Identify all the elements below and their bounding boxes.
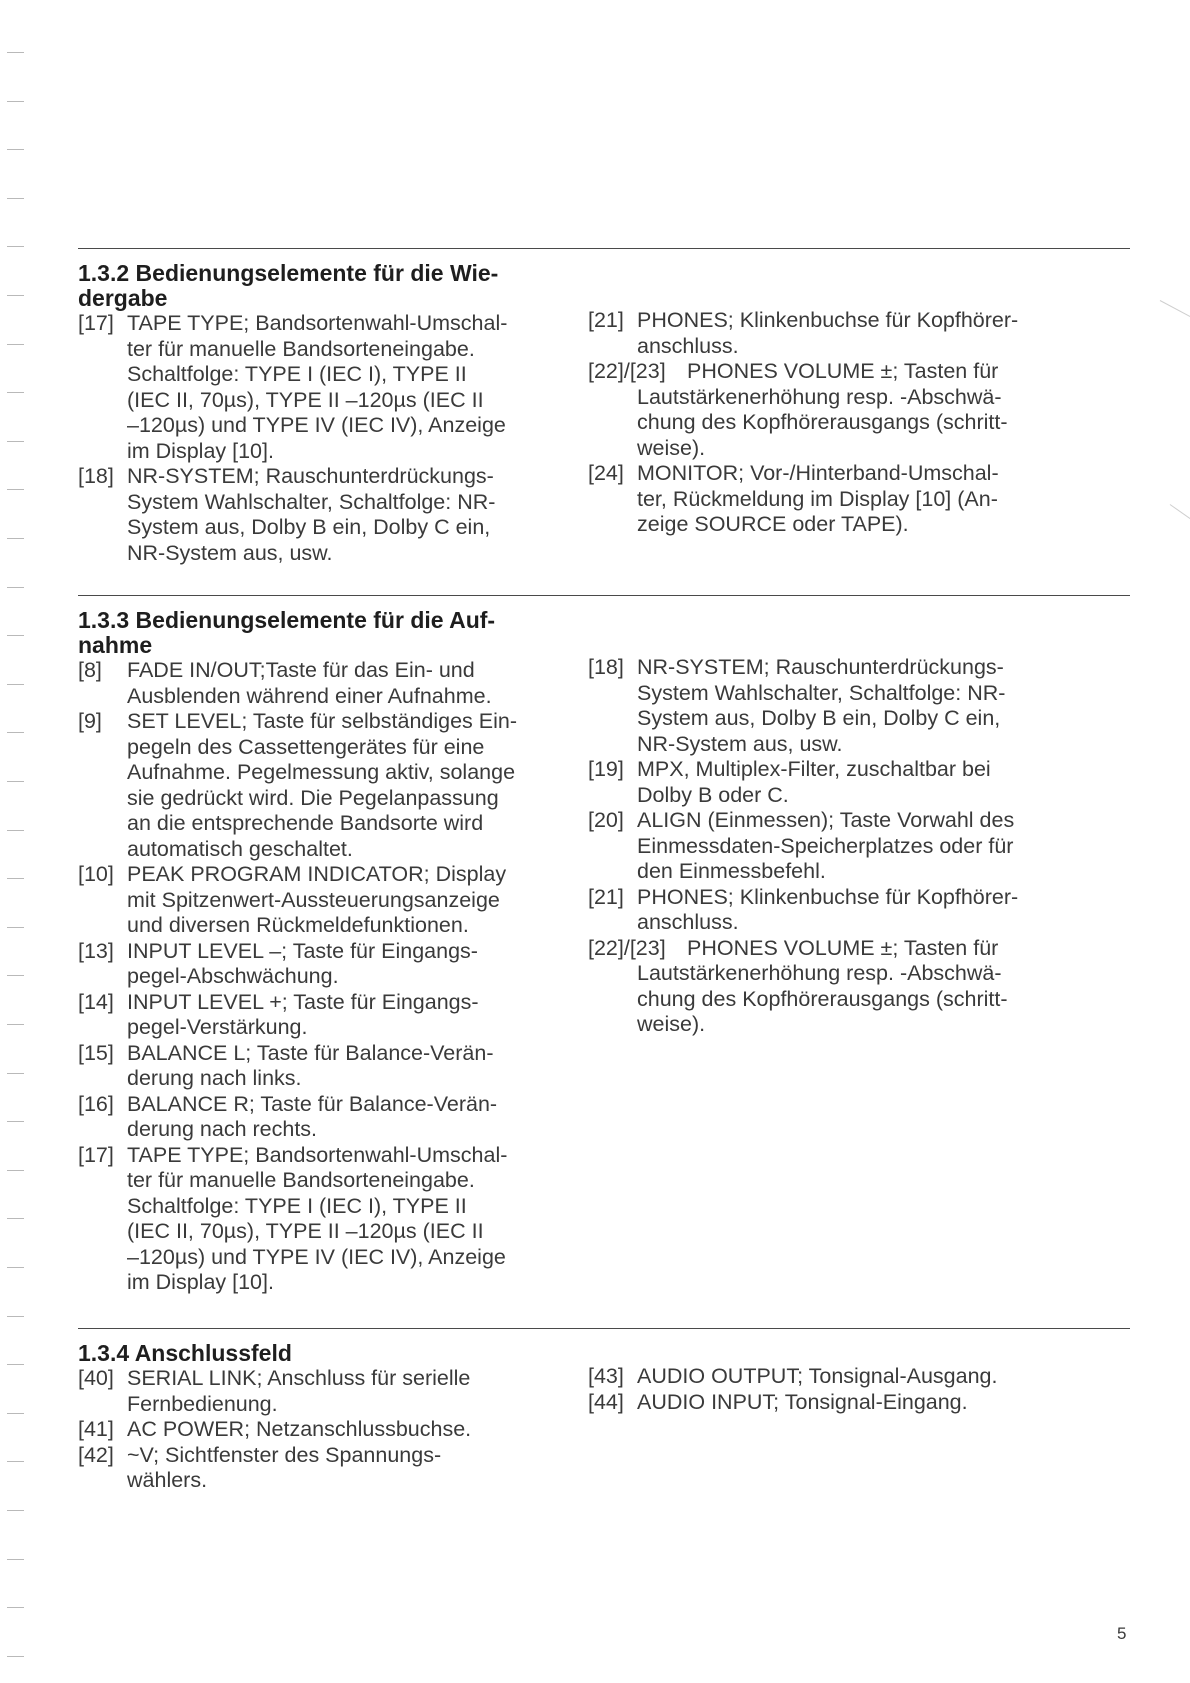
item-text-line: weise).: [637, 1012, 706, 1036]
section-rule: [78, 248, 1130, 249]
item-list: [588, 308, 1130, 538]
margin-tick: [7, 149, 24, 150]
section-recording: [78, 595, 1130, 1294]
item-text-line: NR-System aus, usw.: [637, 731, 843, 756]
item-text-line: Lautstärkenerhöhung resp. -Abschwä-: [637, 961, 1002, 985]
list-item: [78, 709, 578, 862]
list-item: [588, 885, 1130, 936]
heading-line: dergabe: [78, 285, 168, 311]
section-playback: [78, 248, 1130, 565]
item-text-line: TAPE TYPE; Bandsortenwahl-Umschal-: [127, 1142, 508, 1167]
item-text-line: AUDIO OUTPUT; Tonsignal-Ausgang.: [637, 1364, 998, 1388]
item-number: [21]: [588, 884, 624, 909]
margin-tick: [7, 1218, 24, 1219]
item-text-line: –120µs) und TYPE IV (IEC IV), Anzeige: [127, 413, 506, 437]
list-item: [588, 461, 1130, 538]
item-text-line: –120µs) und TYPE IV (IEC IV), Anzeige: [127, 1244, 506, 1269]
item-text-line: BALANCE L; Taste für Balance-Verän-: [127, 1040, 494, 1065]
item-number: [42]: [78, 1442, 114, 1467]
margin-tick: [7, 635, 24, 636]
item-text-line: chung des Kopfhörerausgangs (schritt-: [637, 410, 1008, 434]
item-text-line: PEAK PROGRAM INDICATOR; Display: [127, 862, 507, 886]
item-text-line: im Display [10].: [127, 1270, 274, 1294]
section-heading: [78, 1341, 578, 1366]
item-text-line: pegel-Abschwächung.: [127, 964, 339, 988]
item-text-line: ~V; Sichtfenster des Spannungs-: [127, 1442, 442, 1467]
item-text-line: ALIGN (Einmessen); Taste Vorwahl des: [637, 808, 1015, 832]
item-text-line: weise).: [637, 435, 706, 460]
item-text-line: MPX, Multiplex-Filter, zuschaltbar bei: [637, 757, 991, 781]
item-text-line: System aus, Dolby B ein, Dolby C ein,: [127, 515, 491, 539]
item-number: [21]: [588, 308, 624, 332]
section-heading: [78, 608, 578, 658]
item-text-line: INPUT LEVEL +; Taste für Eingangs-: [127, 989, 479, 1014]
margin-tick: [7, 101, 24, 102]
item-text-line: und diversen Rückmeldefunktionen.: [127, 913, 469, 937]
margin-tick: [7, 975, 24, 976]
margin-tick: [7, 830, 24, 831]
item-text-line: Dolby B oder C.: [637, 782, 789, 807]
item-text-line: System Wahlschalter, Schaltfolge: NR-: [127, 489, 496, 514]
item-text-line: PHONES VOLUME ±; Tasten für: [687, 935, 999, 960]
margin-tick: [7, 1170, 24, 1171]
item-text-line: mit Spitzenwert-Aussteuerungsanzeige: [127, 887, 500, 912]
item-text-line: Lautstärkenerhöhung resp. -Abschwä-: [637, 384, 1002, 409]
item-text-line: SET LEVEL; Taste für selbständiges Ein-: [127, 709, 518, 733]
item-text-line: Schaltfolge: TYPE I (IEC I), TYPE II: [127, 1193, 467, 1218]
item-text-line: Einmessdaten-Speicherplatzes oder für: [637, 833, 1014, 858]
edge-mark-right: [1170, 504, 1190, 520]
item-text-line: NR-System aus, usw.: [127, 540, 333, 565]
item-text-line: Ausblenden während einer Aufnahme.: [127, 683, 492, 708]
margin-tick: [7, 344, 24, 345]
list-item: [78, 658, 578, 709]
margin-tick: [7, 1413, 24, 1414]
item-text-line: derung nach rechts.: [127, 1117, 318, 1141]
list-item: [78, 1041, 578, 1092]
list-item: [78, 1092, 578, 1143]
item-text-line: automatisch geschaltet.: [127, 836, 353, 861]
item-text-line: NR-SYSTEM; Rauschunterdrückungs-: [637, 655, 1004, 679]
item-text-line: ter, Rückmeldung im Display [10] (An-: [637, 486, 998, 511]
item-list: [588, 1364, 1130, 1415]
item-number: [43]: [588, 1364, 624, 1388]
right-column: [588, 1364, 1130, 1415]
list-item: [78, 939, 578, 990]
margin-tick: [7, 441, 24, 442]
list-item: [78, 1143, 578, 1296]
item-list: [78, 311, 578, 566]
item-text-line: MONITOR; Vor-/Hinterband-Umschal-: [637, 461, 999, 485]
right-column: [588, 655, 1130, 1038]
margin-tick: [7, 392, 24, 393]
heading-line: 1.3.4 Anschlussfeld: [78, 1340, 292, 1366]
margin-tick: [7, 1559, 24, 1560]
item-text-line: im Display [10].: [127, 438, 274, 463]
margin-tick: [7, 1073, 24, 1074]
item-number: [24]: [588, 461, 624, 485]
margin-tick: [7, 1364, 24, 1365]
item-text-line: BALANCE R; Taste für Balance-Verän-: [127, 1091, 498, 1116]
list-item: [588, 757, 1130, 808]
section-connections: [78, 1328, 1130, 1492]
margin-tick: [7, 538, 24, 539]
item-text-line: anschluss.: [637, 910, 739, 934]
item-text-line: zeige SOURCE oder TAPE).: [637, 512, 909, 536]
binding-margin-marks: [7, 0, 25, 1683]
list-item: [588, 308, 1130, 359]
item-number: [17]: [78, 1142, 114, 1167]
margin-tick: [7, 1267, 24, 1268]
heading-line: 1.3.2 Bedienungselemente für die Wie-: [78, 260, 499, 286]
item-text-line: PHONES VOLUME ±; Tasten für: [687, 359, 999, 383]
margin-tick: [7, 1461, 24, 1462]
item-number: [18]: [588, 655, 624, 679]
item-number: [8]: [78, 658, 102, 682]
item-number: [19]: [588, 757, 624, 781]
item-text-line: den Einmessbefehl.: [637, 859, 826, 883]
list-item: [78, 862, 578, 939]
item-number: [10]: [78, 862, 114, 886]
item-number: [40]: [78, 1366, 114, 1390]
item-text-line: (IEC II, 70µs), TYPE II –120µs (IEC II: [127, 387, 484, 412]
item-number: [17]: [78, 311, 114, 335]
list-item: [78, 1366, 578, 1417]
item-list: [588, 655, 1130, 1038]
item-text-line: ter für manuelle Bandsorteneingabe.: [127, 1168, 475, 1192]
item-number: [41]: [78, 1417, 114, 1441]
item-text-line: AUDIO INPUT; Tonsignal-Eingang.: [637, 1389, 968, 1414]
margin-tick: [7, 1510, 24, 1511]
list-item: [588, 1364, 1130, 1390]
list-item: [588, 655, 1130, 757]
list-item: [78, 464, 578, 566]
item-text-line: PHONES; Klinkenbuchse für Kopfhörer-: [637, 884, 1019, 909]
list-item: [588, 1390, 1130, 1416]
item-text-line: pegeln des Cassettengerätes für eine: [127, 734, 485, 759]
margin-tick: [7, 781, 24, 782]
heading-line: 1.3.3 Bedienungselemente für die Auf-: [78, 607, 496, 633]
list-item: [78, 311, 578, 464]
item-text-line: INPUT LEVEL –; Taste für Eingangs-: [127, 938, 478, 963]
item-text-line: System aus, Dolby B ein, Dolby C ein,: [637, 706, 1001, 730]
margin-tick: [7, 1316, 24, 1317]
item-text-line: ter für manuelle Bandsorteneingabe.: [127, 336, 475, 361]
list-item: [78, 1417, 578, 1443]
item-text-line: sie gedrückt wird. Die Pegelanpassung: [127, 785, 499, 810]
list-item: [588, 359, 1130, 461]
margin-tick: [7, 52, 24, 53]
item-text-line: NR-SYSTEM; Rauschunterdrückungs-: [127, 464, 494, 488]
edge-mark-top: [1160, 300, 1190, 318]
margin-tick: [7, 295, 24, 296]
item-number: [18]: [78, 464, 114, 488]
item-text-line: FADE IN/OUT;Taste für das Ein- und: [127, 658, 475, 682]
item-number: [22]/[23]: [588, 359, 666, 383]
margin-tick: [7, 246, 24, 247]
item-text-line: (IEC II, 70µs), TYPE II –120µs (IEC II: [127, 1219, 484, 1243]
item-text-line: PHONES; Klinkenbuchse für Kopfhörer-: [637, 308, 1019, 332]
margin-tick: [7, 1656, 24, 1657]
item-text-line: pegel-Verstärkung.: [127, 1015, 308, 1039]
item-list: [78, 658, 578, 1296]
margin-tick: [7, 878, 24, 879]
heading-line: nahme: [78, 632, 153, 658]
list-item: [588, 808, 1130, 885]
item-text-line: an die entsprechende Bandsorte wird: [127, 811, 484, 835]
right-column: [588, 308, 1130, 538]
item-number: [15]: [78, 1040, 114, 1065]
list-item: [78, 1443, 578, 1494]
item-text-line: SERIAL LINK; Anschluss für serielle: [127, 1366, 471, 1390]
item-text-line: TAPE TYPE; Bandsortenwahl-Umschal-: [127, 311, 508, 335]
margin-tick: [7, 732, 24, 733]
item-number: [22]/[23]: [588, 935, 666, 960]
item-number: [44]: [588, 1389, 624, 1414]
item-list: [78, 1366, 578, 1494]
item-text-line: System Wahlschalter, Schaltfolge: NR-: [637, 680, 1006, 705]
margin-tick: [7, 587, 24, 588]
item-number: [13]: [78, 938, 114, 963]
item-number: [16]: [78, 1091, 114, 1116]
margin-tick: [7, 489, 24, 490]
section-rule: [78, 1328, 1130, 1329]
list-item: [588, 936, 1130, 1038]
margin-tick: [7, 1607, 24, 1608]
margin-tick: [7, 1024, 24, 1025]
item-text-line: derung nach links.: [127, 1066, 302, 1090]
item-number: [14]: [78, 989, 114, 1014]
left-column: [78, 1341, 578, 1494]
item-text-line: Aufnahme. Pegelmessung aktiv, solange: [127, 760, 516, 784]
item-text-line: Fernbedienung.: [127, 1391, 278, 1416]
left-column: [78, 608, 578, 1296]
margin-tick: [7, 927, 24, 928]
list-item: [78, 990, 578, 1041]
margin-tick: [7, 1121, 24, 1122]
left-column: [78, 261, 578, 566]
margin-tick: [7, 684, 24, 685]
item-text-line: chung des Kopfhörerausgangs (schritt-: [637, 986, 1008, 1011]
item-number: [20]: [588, 808, 624, 832]
item-number: [9]: [78, 709, 102, 733]
item-text-line: Schaltfolge: TYPE I (IEC I), TYPE II: [127, 362, 467, 386]
margin-tick: [7, 198, 24, 199]
section-heading: [78, 261, 578, 311]
item-text-line: wählers.: [127, 1468, 208, 1492]
section-rule: [78, 595, 1130, 596]
item-text-line: AC POWER; Netzanschlussbuchse.: [127, 1417, 472, 1441]
item-text-line: anschluss.: [637, 333, 739, 358]
page-number: 5: [1117, 1624, 1127, 1643]
